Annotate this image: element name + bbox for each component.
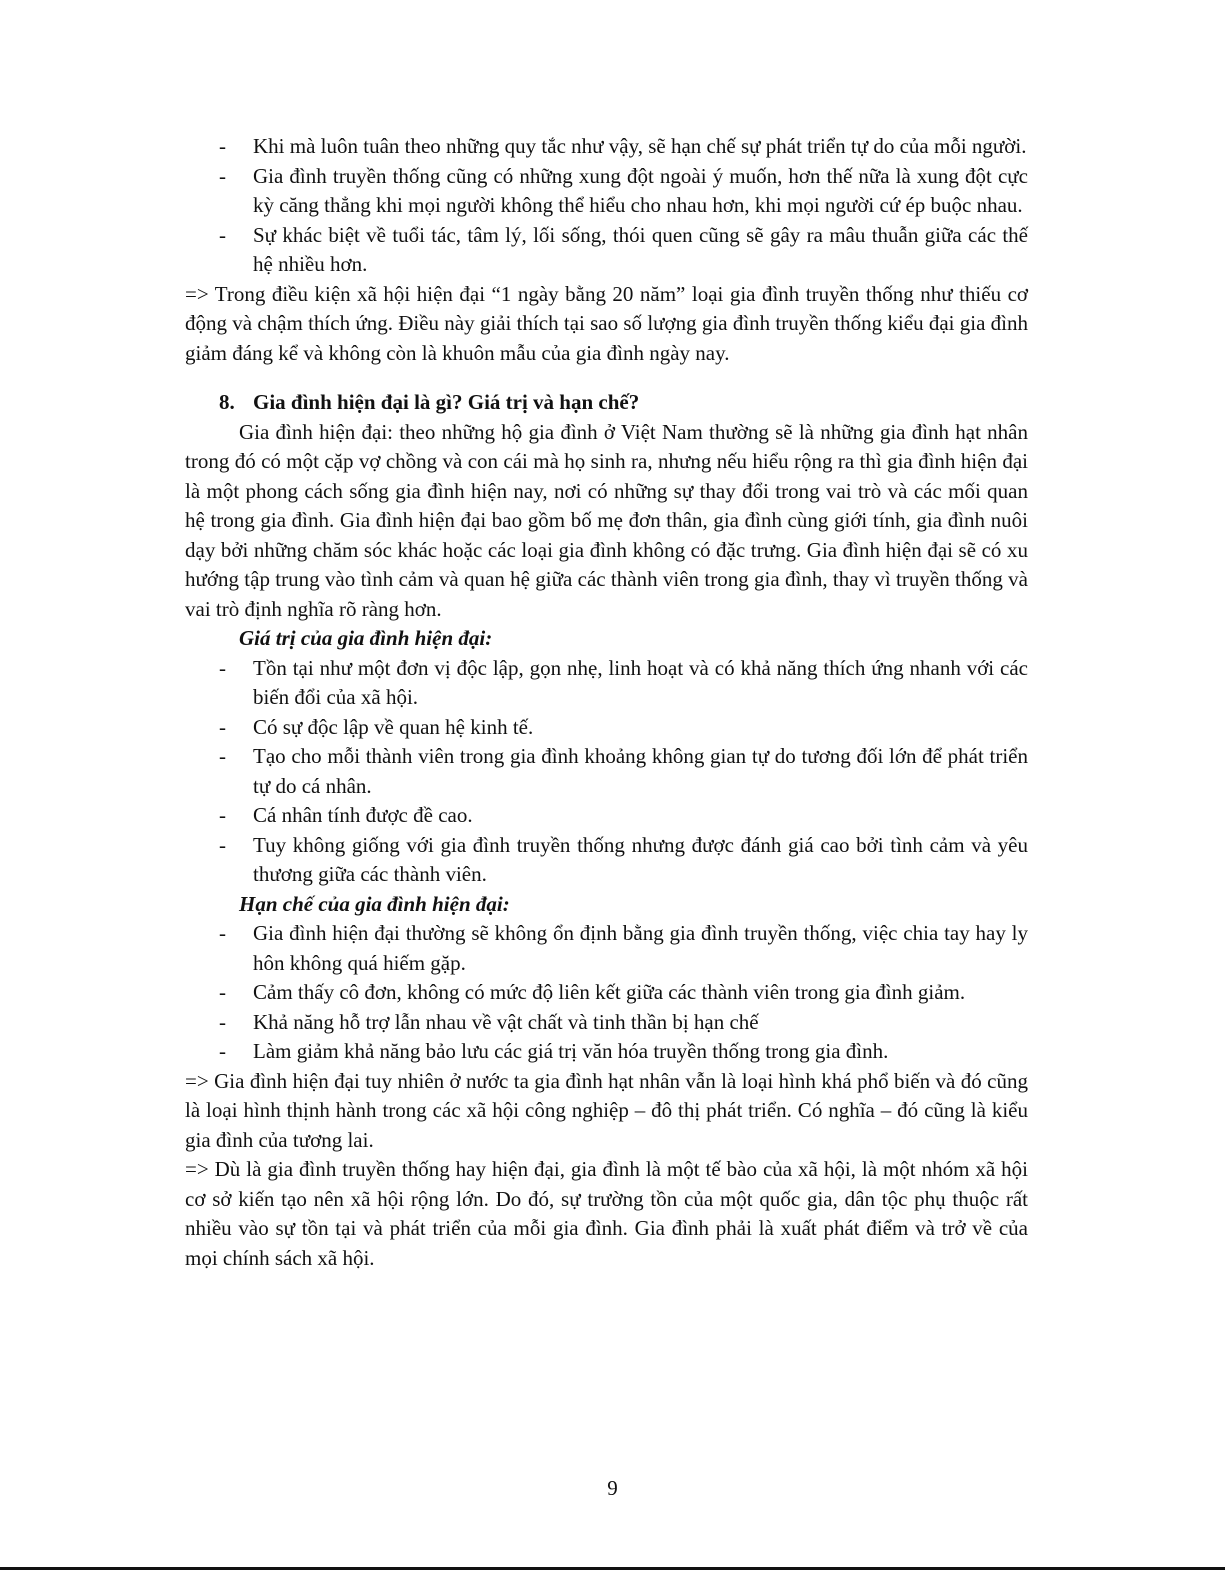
section-intro-paragraph: Gia đình hiện đại: theo những hộ gia đình ở Việt Nam thường sẽ là những gia đình hạt nhân trong đó có một cặp vợ chồng và con cái mà họ sinh ra, nhưng nếu hiểu rộng ra thì gia đình hiện đại là một phong cách sống gia đình hiện nay, nơi có những sự thay đổi trong vai trò và các mối quan hệ trong gia đình. Gia đình hiện đại bao gồm bố mẹ đơn thân, gia đình cùng giới tính, gia đình nuôi dạy bởi những chăm sóc khác hoặc các loại gia đình không có đặc trưng. Gia đình hiện đại sẽ có xu hướng tập trung vào tình cảm và quan hệ giữa các thành viên trong gia đình, thay vì truyền thống và vai trò định nghĩa rõ ràng hơn. — [185, 419, 1028, 621]
values-heading: Giá trị của gia đình hiện đại: — [239, 626, 493, 650]
list-item — [185, 162, 1028, 221]
list-item-text: Gia đình hiện đại thường sẽ không ổn định bằng gia đình truyền thống, việc chia tay hay ly hôn không quá hiếm gặp. — [253, 921, 1028, 975]
bullet-marker: - — [219, 655, 226, 680]
bullet-marker: - — [219, 744, 226, 768]
bullet-marker: - — [219, 980, 226, 1004]
list-item — [185, 1008, 1028, 1038]
list-item-text: Khi mà luôn tuân theo những quy tắc như vậy, sẽ hạn chế sự phát triển tự do của mỗi người. — [253, 134, 1027, 158]
list-item — [185, 654, 1028, 713]
conclusion-paragraph: => Dù là gia đình truyền thống hay hiện đại, gia đình là một tế bào của xã hội, là một nhóm xã hội cơ sở kiến tạo nên xã hội rộng lớn. Do đó, sự trường tồn của một quốc gia, dân tộc phụ thuộc rất nhiều vào sự tồn tại và phát triển của mỗi gia đình. Gia đình phải là xuất phát điểm và trở về của mọi chính sách xã hội. — [185, 1157, 1028, 1270]
list-item-text: Tạo cho mỗi thành viên trong gia đình khoảng không gian tự do tương đối lớn để phát triển tự do cá nhân. — [253, 744, 1028, 798]
section-number: 8. — [219, 390, 235, 414]
conclusion-paragraph: => Trong điều kiện xã hội hiện đại “1 ngày bằng 20 năm” loại gia đình truyền thống như thiếu cơ động và chậm thích ứng. Điều này giải thích tại sao số lượng gia đình truyền thống kiểu đại gia đình giảm đáng kể và không còn là khuôn mẫu của gia đình ngày nay. — [185, 281, 1028, 365]
list-item — [185, 831, 1028, 890]
list-item — [185, 221, 1028, 280]
list-item-text: Tuy không giống với gia đình truyền thống nhưng được đánh giá cao bởi tình cảm và yêu thương giữa các thành viên. — [253, 832, 1028, 886]
list-item-text: Gia đình truyền thống cũng có những xung đột ngoài ý muốn, hơn thế nữa là xung đột cực kỳ căng thẳng khi mọi người không thể hiểu cho nhau hơn, khi mọi người cứ ép buộc nhau. — [253, 163, 1028, 217]
list-item-text: Cá nhân tính được đề cao. — [253, 803, 473, 827]
bullet-marker: - — [219, 714, 226, 739]
section-heading — [185, 388, 1028, 418]
bullet-marker: - — [219, 1039, 226, 1063]
page-number: 9 — [607, 1476, 618, 1500]
list-item — [185, 132, 1028, 162]
list-item — [185, 1037, 1028, 1067]
list-item — [185, 713, 1028, 743]
bullet-marker: - — [219, 222, 226, 247]
list-item — [185, 978, 1028, 1008]
list-item — [185, 742, 1028, 801]
bullet-marker: - — [219, 134, 226, 158]
list-item-text: Cảm thấy cô đơn, không có mức độ liên kết giữa các thành viên trong gia đình giảm. — [253, 980, 966, 1004]
section-title: Gia đình hiện đại là gì? Giá trị và hạn chế? — [253, 390, 640, 414]
list-item — [185, 801, 1028, 831]
list-item-text: Có sự độc lập về quan hệ kinh tế. — [253, 714, 534, 739]
bullet-marker: - — [219, 803, 226, 827]
list-item-text: Khả năng hỗ trợ lẫn nhau về vật chất và tinh thần bị hạn chế — [253, 1009, 759, 1034]
limits-heading: Hạn chế của gia đình hiện đại: — [239, 891, 510, 916]
bullet-marker: - — [219, 1009, 226, 1034]
bullet-marker: - — [219, 832, 226, 857]
page-content — [185, 132, 1028, 1273]
bottom-border — [0, 1567, 1225, 1570]
list-item — [185, 919, 1028, 978]
conclusion-paragraph: => Gia đình hiện đại tuy nhiên ở nước ta gia đình hạt nhân vẫn là loại hình khá phổ biến và đó cũng là loại hình thịnh hành trong các xã hội công nghiệp – đô thị phát triển. Có nghĩa – đó cũng là kiểu gia đình của tương lai. — [185, 1068, 1028, 1152]
list-item-text: Sự khác biệt về tuổi tác, tâm lý, lối sống, thói quen cũng sẽ gây ra mâu thuẫn giữa các thế hệ nhiều hơn. — [253, 222, 1028, 276]
list-item-text: Tồn tại như một đơn vị độc lập, gọn nhẹ, linh hoạt và có khả năng thích ứng nhanh với các biến đổi của xã hội. — [253, 655, 1028, 709]
bullet-marker: - — [219, 163, 226, 188]
list-item-text: Làm giảm khả năng bảo lưu các giá trị văn hóa truyền thống trong gia đình. — [253, 1039, 889, 1063]
bullet-marker: - — [219, 921, 226, 945]
